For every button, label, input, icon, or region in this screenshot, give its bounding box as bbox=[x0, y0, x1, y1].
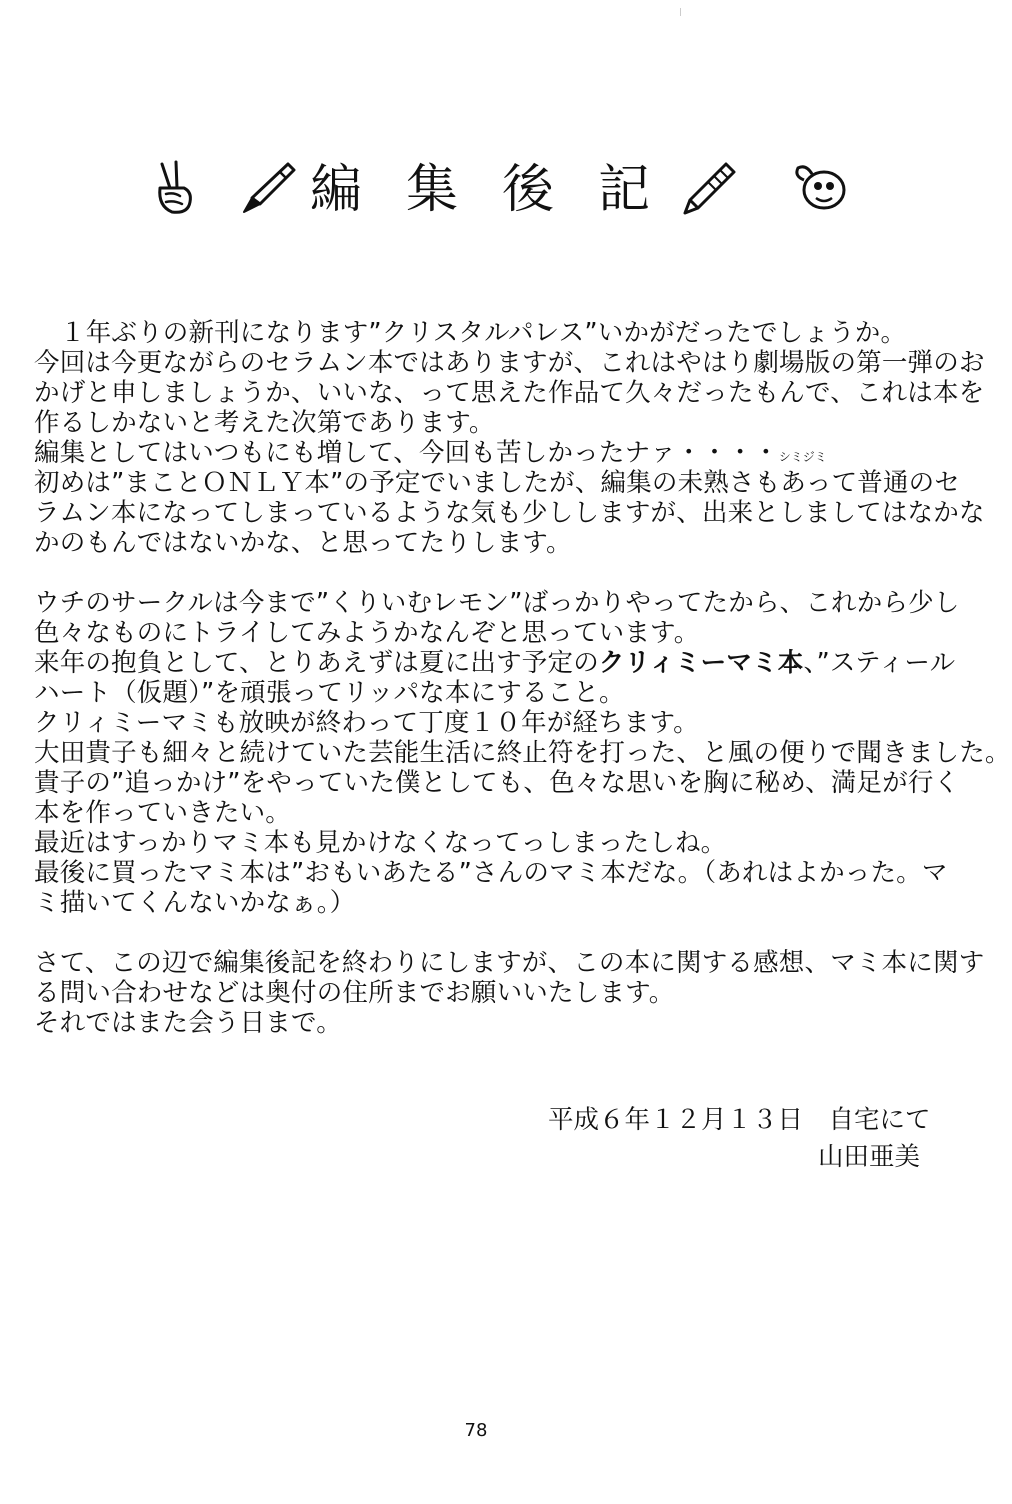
text-line: 最近はすっかりマミ本も見かけなくなってっしまったしね。 bbox=[34, 828, 727, 858]
afterword-body bbox=[34, 318, 1011, 1038]
text-line: 今回は今更ながらのセラムン本ではありますが、これはやはり劇場版の第一弾のお bbox=[34, 348, 985, 378]
text-line: １年ぶりの新刊になります”クリスタルパレス”いかがだったでしょうか。 bbox=[60, 318, 907, 348]
text-line: かげと申しましょうか、いいな、って思えた作品て久々だったもんで、これは本を bbox=[34, 378, 985, 408]
text-line: 初めは”まことＯＮＬＹ本”の予定でいましたが、編集の未熟さもあって普通のセ bbox=[34, 468, 961, 498]
text-line bbox=[34, 648, 980, 678]
text-line: ウチのサークルは今まで”くりいむレモン”ばっかりやってたから、これから少し bbox=[34, 588, 960, 618]
paragraph-gap bbox=[34, 918, 980, 948]
text-line-main: 編集としてはいつもにも増して、今回も苦しかったナァ・・・・ bbox=[34, 438, 779, 468]
text-line: 色々なものにトライしてみようかなんぞと思っています。 bbox=[34, 618, 700, 648]
text-line: ハート（仮題）”を頑張ってリッパな本にすること。 bbox=[34, 678, 625, 708]
page-title: 編集後記 bbox=[310, 160, 695, 220]
small-annotation: シミジミ bbox=[778, 450, 827, 464]
fountain-pen-icon bbox=[238, 158, 298, 218]
text-line bbox=[34, 438, 980, 468]
scan-mark bbox=[680, 8, 681, 16]
peace-sign-icon bbox=[146, 158, 206, 218]
text-segment: 来年の抱負として、とりあえずは夏に出す予定の bbox=[34, 648, 599, 678]
pencil-icon bbox=[680, 158, 740, 218]
paragraph-gap bbox=[34, 558, 980, 588]
text-line: る問い合わせなどは奥付の住所までお願いいたします。 bbox=[34, 978, 675, 1008]
bold-title: クリィミーマミ本 bbox=[598, 648, 804, 678]
signature-date-place: 平成６年１２月１３日 自宅にて bbox=[548, 1105, 931, 1135]
signature-block bbox=[548, 1102, 948, 1176]
cartoon-face-icon bbox=[790, 158, 850, 218]
signature-name: 山田亜美 bbox=[818, 1142, 921, 1172]
text-line: 最後に買ったマミ本は”おもいあたる”さんのマミ本だな。（あれはよかった。マ bbox=[34, 858, 948, 888]
text-line: クリィミーマミも放映が終わって丁度１０年が経ちます。 bbox=[34, 708, 699, 738]
text-line: 本を作っていきたい。 bbox=[34, 798, 292, 828]
text-line: かのもんではないかな、と思ってたりします。 bbox=[34, 528, 572, 558]
title-row bbox=[0, 150, 1012, 230]
text-line: それではまた会う日まで。 bbox=[34, 1008, 342, 1038]
text-line: 作るしかないと考えた次第であります。 bbox=[34, 408, 495, 438]
page-number: 78 bbox=[464, 1420, 488, 1441]
text-segment: 、”スティール bbox=[803, 648, 956, 678]
text-line: 貴子の”追っかけ”をやっていた僕としても、色々な思いを胸に秘め、満足が行く bbox=[34, 768, 960, 798]
text-line: ミ描いてくんないかなぁ。） bbox=[34, 888, 356, 918]
text-line: ラムン本になってしまっているような気も少ししますが、出来としましてはなかな bbox=[34, 498, 985, 528]
text-line: さて、この辺で編集後記を終わりにしますが、この本に関する感想、マミ本に関す bbox=[34, 948, 985, 978]
text-line: 大田貴子も細々と続けていた芸能生活に終止符を打った、と風の便りで聞きました。 bbox=[34, 738, 1011, 768]
